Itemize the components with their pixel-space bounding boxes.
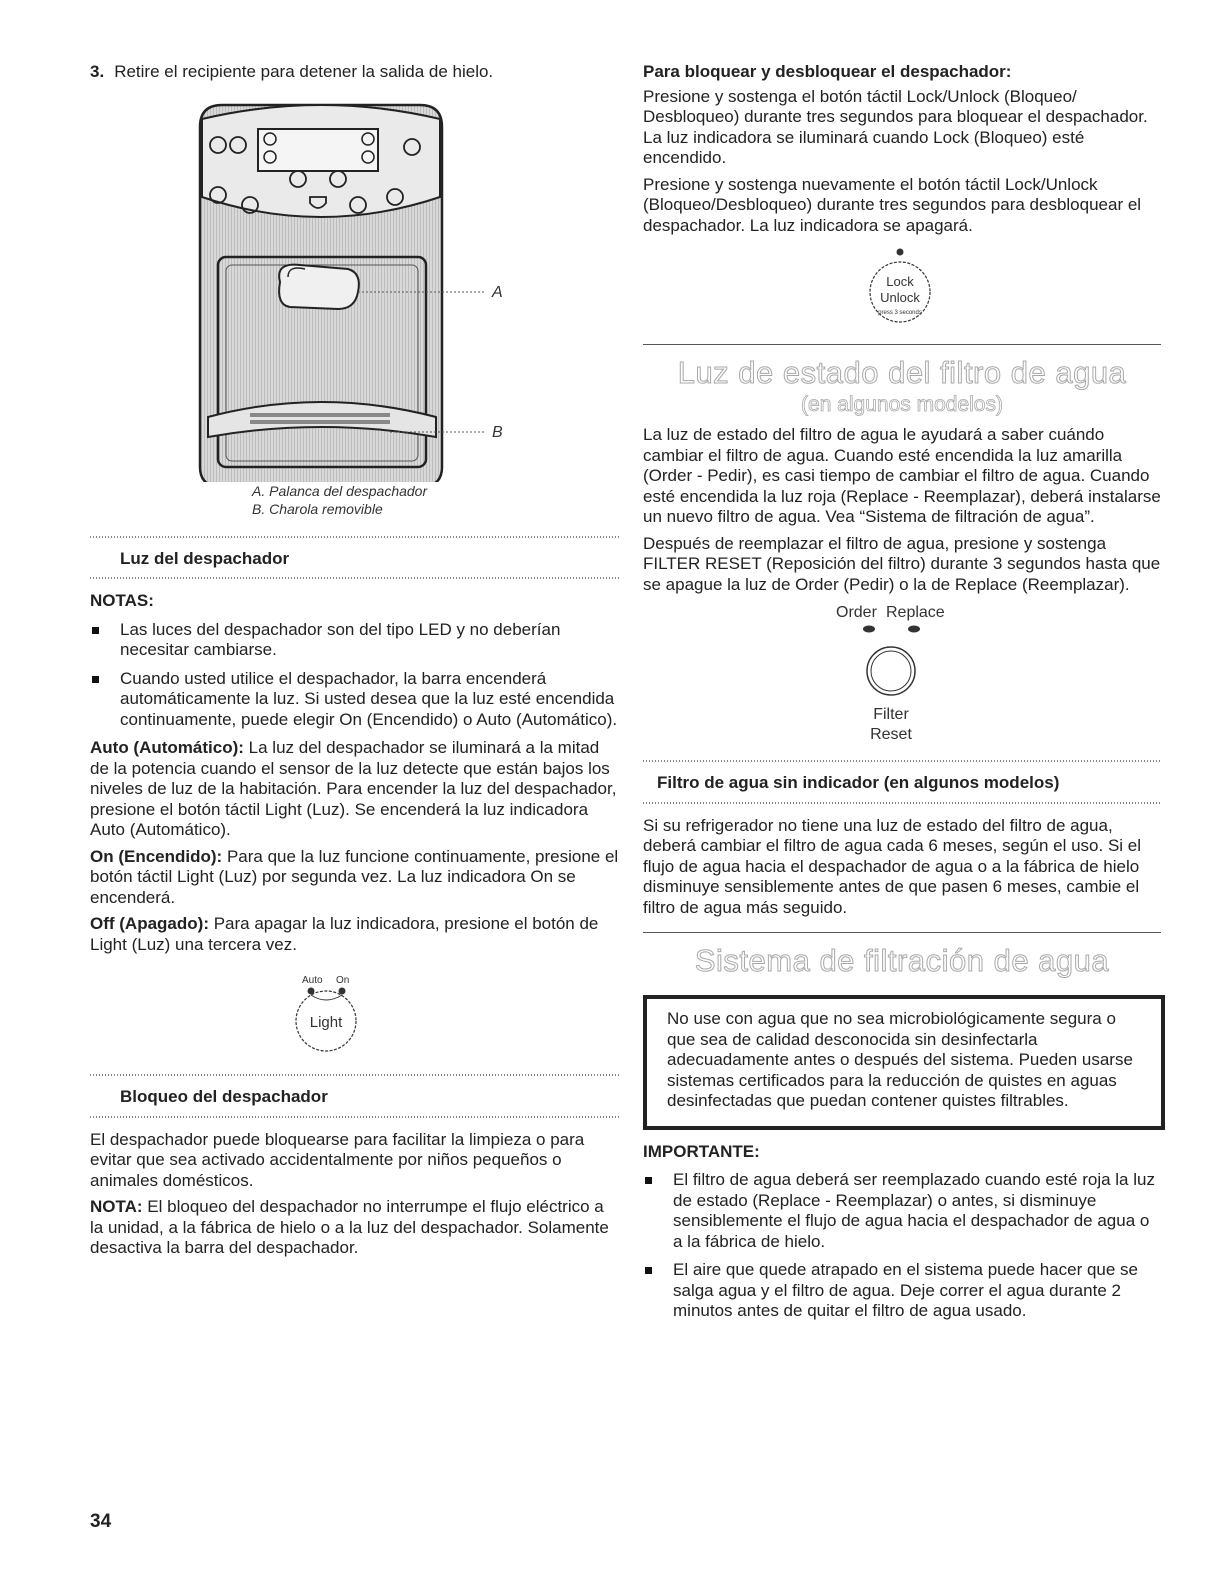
on-indicator: [339, 988, 346, 995]
on-paragraph: [90, 847, 620, 909]
filter-paragraph-1: La luz de estado del filtro de agua le ayudará a saber cuándo cambiar el filtro de agua. Cuando esté encendida la luz amarilla (Order - Pedir), es casi tiempo de cambiar el filtro de agua. Cuando esté encendida la luz roja (Replace - Reemplazar), deberá instalarse un nuevo filtro de agua. Vea “Sistema de filtración de agua”.: [643, 425, 1161, 526]
auto-indicator-label: Auto: [302, 975, 323, 986]
order-indicator: [863, 626, 875, 633]
label-b: B: [492, 423, 503, 441]
section-heading-light: Luz del despachador: [90, 536, 620, 580]
on-indicator-label: On: [336, 975, 350, 986]
on-label: On (Encendido):: [90, 846, 223, 866]
divider: [643, 344, 1161, 345]
notes-title: NOTAS:: [90, 591, 154, 610]
lock-label: Lock: [886, 274, 914, 289]
figure-caption-a: A. Palanca del despachador: [252, 482, 428, 499]
lock-paragraph-2: Presione y sostenga nuevamente el botón táctil Lock/Unlock (Bloqueo/Desbloqueo) durante tres segundos para desbloquear el despachador. La luz indicadora se apagará.: [643, 174, 1142, 235]
reset-label: Reset: [870, 726, 912, 743]
filter-label: Filter: [873, 706, 909, 723]
right-column: [643, 62, 1161, 1330]
figure-caption-b: B. Charola removible: [252, 500, 383, 517]
divider: [643, 932, 1161, 933]
dispenser-illustration: [90, 87, 620, 482]
system-title: Sistema de filtración de agua: [694, 943, 1110, 978]
warning-text: No use con agua que no sea microbiológicamente segura o que sea de calidad desconocida sin desinfectarla adecuadamente antes o después del sistema. Pueden usarse sistemas certificados para la reducción de quistes en aguas desinfectadas que puedan contener quistes filtrables.: [667, 1009, 1133, 1110]
light-button-label: Light: [309, 1014, 343, 1031]
filter-reset-illustration: [643, 601, 1161, 746]
off-paragraph: [90, 914, 620, 955]
list-item: El aire que quede atrapado en el sistema puede hacer que se salga agua y el filtro de agua. Deje correr el agua durante 2 minutos antes de quitar el filtro de agua usado.: [643, 1260, 1161, 1322]
important-title: IMPORTANTE:: [643, 1141, 760, 1161]
replace-label: Replace: [886, 604, 945, 621]
auto-label: Auto (Automático):: [90, 738, 244, 757]
filter-paragraph-2: Después de reemplazar el filtro de agua, presione y sostenga FILTER RESET (Reposición del filtro) durante 3 segundos hasta que se apague la luz de Order (Pedir) o la de Replace (Reemplazar).: [643, 533, 1161, 594]
left-column: [90, 62, 620, 1265]
lock-paragraph-1: Presione y sostenga el botón táctil Lock/Unlock (Bloqueo/ Desbloqueo) durante tres segundos para bloquear el despachador. La luz indicadora se iluminará cuando Lock (Bloqueo) esté encendido.: [643, 86, 1148, 167]
warning-box: [643, 995, 1165, 1130]
filter-status-subtitle: (en algunos modelos): [801, 393, 1003, 416]
replace-indicator: [908, 626, 920, 633]
order-label: Order: [836, 604, 877, 621]
list-item: Las luces del despachador son del tipo LED y no deberían necesitar cambiarse.: [90, 620, 620, 661]
off-text: Para apagar la luz indicadora, presione el botón de Light (Luz) una tercera vez.: [90, 914, 599, 954]
step-3: [90, 62, 620, 83]
dispenser-lever: [279, 264, 359, 308]
page-number: 34: [90, 1511, 112, 1532]
no-indicator-paragraph: Si su refrigerador no tiene una luz de estado del filtro de agua, deberá cambiar el filtro de agua cada 6 meses, según el uso. Si el flujo de agua hacia el despachador de agua o a la fábrica de hielo disminuye sensiblemente antes de que pasen 6 meses, cambie el filtro de agua más seguido.: [643, 815, 1142, 917]
display-window: [258, 129, 378, 171]
filter-status-title: Luz de estado del filtro de agua: [677, 355, 1127, 390]
nota-label: NOTA:: [90, 1197, 143, 1216]
press-label: press 3 seconds: [878, 310, 922, 316]
notes-list: [90, 620, 620, 731]
lock-paragraph: El despachador puede bloquearse para facilitar la limpieza o para evitar que sea activado accidentalmente por niños pequeños o animales domésticos.: [90, 1129, 585, 1190]
lock-title: Para bloquear y desbloquear el despachador:: [643, 62, 1012, 81]
label-a: A: [492, 283, 503, 301]
lock-button-illustration: [643, 242, 1161, 330]
off-label: Off (Apagado):: [90, 914, 209, 933]
nota-paragraph: [90, 1197, 620, 1259]
auto-paragraph: [90, 738, 620, 841]
step-number: 3.: [90, 62, 105, 81]
section-heading-no-indicator: Filtro de agua sin indicador (en algunos modelos): [643, 760, 1161, 804]
filter-reset-button: [867, 647, 915, 695]
light-button-illustration: [90, 961, 620, 1056]
on-text: Para que la luz funcione continuamente, presione el botón táctil Light (Luz) por segunda vez. La luz indicadora On se encenderá.: [90, 846, 619, 907]
section-heading-lock: Bloqueo del despachador: [90, 1074, 620, 1118]
list-item: Cuando usted utilice el despachador, la barra encenderá automáticamente la luz. Si usted desea que la luz esté encendida continuamente, puede elegir On (Encendido) o Auto (Automático).: [90, 669, 620, 731]
list-item: El filtro de agua deberá ser reemplazado cuando esté roja la luz de estado (Replace - Reemplazar) o antes, si disminuye sensiblemente el flujo de agua hacia el despachador de agua o a la fábrica de hielo.: [643, 1170, 1161, 1252]
nota-text: El bloqueo del despachador no interrumpe el flujo eléctrico a la unidad, a la fábrica de hielo o a la luz del despachador. Solamente desactiva la barra del despachador.: [90, 1197, 609, 1257]
lock-indicator: [897, 249, 904, 256]
auto-text: La luz del despachador se iluminará a la mitad de la potencia cuando el sensor de la luz detecte que están bajos los niveles de luz de la habitación. Para encender la luz del despachador, presione el botón táctil Light (Luz). Se encenderá la luz indicadora Auto (Automático).: [90, 738, 617, 839]
step-text: Retire el recipiente para detener la salida de hielo.: [114, 62, 494, 81]
important-list: [643, 1170, 1161, 1322]
unlock-label: Unlock: [880, 290, 920, 305]
